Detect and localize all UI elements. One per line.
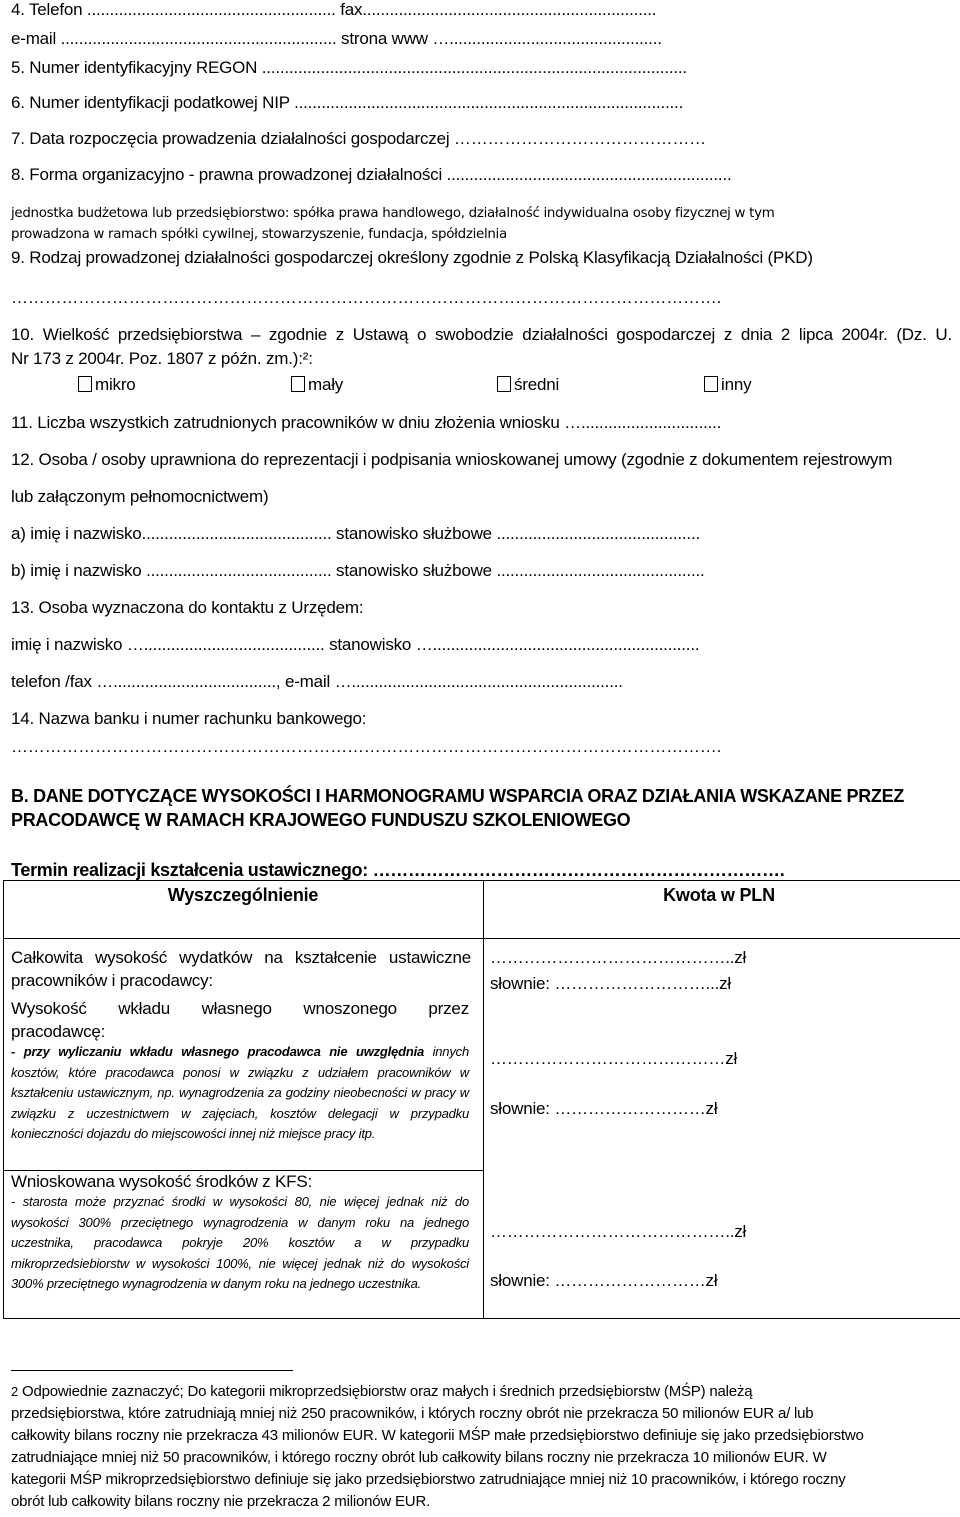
legal-form-line: 8. Forma organizacyjno - prawna prowadzonej działalności ...............................................................: [11, 165, 732, 184]
row-own-amount[interactable]: ……………………………………zł: [490, 1049, 738, 1068]
size-option-inny[interactable]: inny: [704, 375, 751, 395]
bank-account-dots: ……………………………………………………………………………………………………………….: [11, 737, 722, 756]
section-b-title-1: B. DANE DOTYCZĄCE WYSOKOŚCI I HARMONOGRAMU WSPARCIA ORAZ DZIAŁANIA WSKAZANE PRZEZ: [11, 786, 905, 806]
bank-account-line: 14. Nazwa banku i numer rachunku bankowego:: [11, 709, 367, 728]
row-kfs-label: [11, 1172, 469, 1295]
contact-person-heading: 13. Osoba wyznaczona do kontaktu z Urzędem:: [11, 598, 364, 617]
footnote-line-6: obrót lub całkowity bilans roczny nie przekracza 2 milionów EUR.: [11, 1493, 431, 1510]
enterprise-size-line-1: 10. Wielkość przedsiębiorstwa – zgodnie z Ustawą o swobodzie działalności gospodarczej z dnia 2 lipca 2004r. (Dz. U.: [11, 325, 952, 344]
row-kfs-words[interactable]: słownie: ………………………zł: [490, 1271, 718, 1290]
section-b-title-2: PRACODAWCĘ W RAMACH KRAJOWEGO FUNDUSZU SZKOLENIOWEGO: [11, 810, 631, 830]
representative-line-2: lub załączonym pełnomocnictwem): [11, 487, 269, 506]
footnote-line-2: przedsiębiorstwa, które zatrudniają mniej niż 250 pracowników, i których roczny obrót nie przekracza 50 milionów EUR a/ lub: [11, 1405, 814, 1422]
size-option-mikro[interactable]: mikro: [78, 375, 136, 395]
nip-line: 6. Numer identyfikacji podatkowej NIP ......................................................................................: [11, 93, 684, 112]
start-date-line: 7. Data rozpoczęcia prowadzenia działalności gospodarczej ………………………………………: [11, 129, 706, 148]
contact-person-phone: telefon /fax …...................................., e-mail …............................................................: [11, 672, 623, 691]
table-top-border: [3, 880, 960, 881]
footnote-line-4: zatrudniające mniej niż 50 pracowników, i którego roczny obrót lub całkowity bilans roczny nie przekracza 10 milionów EUR. W: [11, 1449, 827, 1466]
row-own-note-rest: innych kosztów, które pracodawca ponosi w związku z udziałem pracowników w kształceniu ustawicznym, np. wynagrodzenia za godziny nieobecności w pracy w związku z uczestnictwem w zajęciach, kosztów delegacji w przypadku konieczności dojazdu do miejscowości innej niż miejsce pracy itp.: [11, 1044, 469, 1141]
representative-b: b) imię i nazwisko ......................................... stanowisko służbowe ..............................................: [11, 561, 705, 580]
training-period-line: Termin realizacji kształcenia ustawicznego: …………………………………………………………….: [11, 860, 785, 880]
row-total-label-1: Całkowita wysokość wydatków na kształcenie ustawiczne: [11, 948, 471, 967]
footnote: [11, 1381, 952, 1513]
regon-line: 5. Numer identyfikacyjny REGON ..............................................................................................: [11, 58, 687, 77]
size-option-maly[interactable]: mały: [291, 375, 343, 395]
enterprise-size-line-2: Nr 173 z 2004r. Poz. 1807 z późn. zm.):²:: [11, 349, 313, 368]
footnote-marker: 2: [11, 1384, 19, 1399]
col-header-amount: Kwota w PLN: [663, 885, 775, 905]
legal-form-note-1: jednostka budżetowa lub przedsiębiorstwo: spółka prawa handlowego, działalność indywidualna osoby fizycznej w tym: [11, 206, 775, 221]
representative-line-1: 12. Osoba / osoby uprawniona do reprezentacji i podpisania wnioskowanej umowy (zgodnie z dokumentem rejestrowym: [11, 450, 893, 469]
row-own-label-2: pracodawcę:: [11, 1022, 106, 1041]
table-header-border: [3, 938, 960, 939]
row-total-label: [11, 948, 471, 991]
phone-fax-line: 4. Telefon ....................................................... fax.................................................................: [11, 0, 657, 19]
email-www-line: e-mail ............................................................. strona www …...............................................: [11, 29, 662, 48]
contact-person-name: imię i nazwisko …........................................ stanowisko …...........................................................: [11, 635, 700, 654]
row-own-contribution-label: [11, 999, 469, 1145]
row-kfs-note: - starosta może przyznać środki w wysokości 80, nie więcej jednak niż do wysokości 300% przeciętnego wynagrodzenia w danym roku na jednego uczestnika, pracodawca pokryje 20% kosztów a w przypadku mikroprzedsiebiorstw w wysokości 100%, nie więcej jednak niż do wysokości 300% przeciętnego wynagrodzenia w danym roku na jednego uczestnika.: [11, 1194, 469, 1291]
table-bottom-border: [3, 1318, 960, 1319]
table-mid-border: [483, 880, 484, 1319]
footnote-line-5: kategorii MŚP mikroprzedsiębiorstwo definiuje się jako przedsiębiorstwo zatrudniające mniej niż 10 pracowników, i którego roczny: [11, 1471, 846, 1488]
representative-a: a) imię i nazwisko.......................................... stanowisko służbowe .............................................: [11, 524, 700, 543]
row-own-note-bold: - przy wyliczaniu wkładu własnego pracodawca nie uwzględnia: [11, 1044, 425, 1059]
row-own-note: [11, 1042, 469, 1145]
row-kfs-label-text: Wnioskowana wysokość środków z KFS:: [11, 1172, 312, 1191]
footnote-separator: [11, 1370, 293, 1371]
row-total-label-2: pracowników i pracodawcy:: [11, 971, 213, 990]
row-total-amount[interactable]: ……………………………………..zł: [490, 948, 747, 967]
size-option-sredni[interactable]: średni: [497, 375, 559, 395]
row-total-words[interactable]: słownie: ………………………...zł: [490, 974, 731, 993]
footnote-line-1: 2 Odpowiednie zaznaczyć; Do kategorii mikroprzedsiębiorstw oraz małych i średnich przedsiębiorstw (MŚP) należą: [11, 1383, 753, 1400]
employee-count-line: 11. Liczba wszystkich zatrudnionych pracowników w dniu złożenia wniosku …...............................: [11, 413, 722, 432]
row-own-label-1: Wysokość wkładu własnego wnoszonego przez: [11, 999, 469, 1018]
row-kfs-amount[interactable]: ……………………………………..zł: [490, 1222, 747, 1241]
pkd-line: 9. Rodzaj prowadzonej działalności gospodarczej określony zgodnie z Polską Klasyfikacją Działalności (PKD): [11, 248, 813, 267]
footnote-line-3: całkowity bilans roczny nie przekracza 43 milionów EUR. W kategorii MŚP małe przedsiębiorstwo definiuje się jako przedsiębiorstwo: [11, 1427, 864, 1444]
table-left-border: [3, 880, 4, 1319]
pkd-dots: ……………………………………………………………………………………………………………….: [11, 288, 722, 307]
col-header-description: Wyszczególnienie: [167, 885, 319, 905]
legal-form-note-2: prowadzona w ramach spółki cywilnej, stowarzyszenie, fundacja, spółdzielnia: [11, 227, 507, 242]
row-own-words[interactable]: słownie: ………………………zł: [490, 1099, 718, 1118]
table-row-divider: [3, 1170, 484, 1171]
